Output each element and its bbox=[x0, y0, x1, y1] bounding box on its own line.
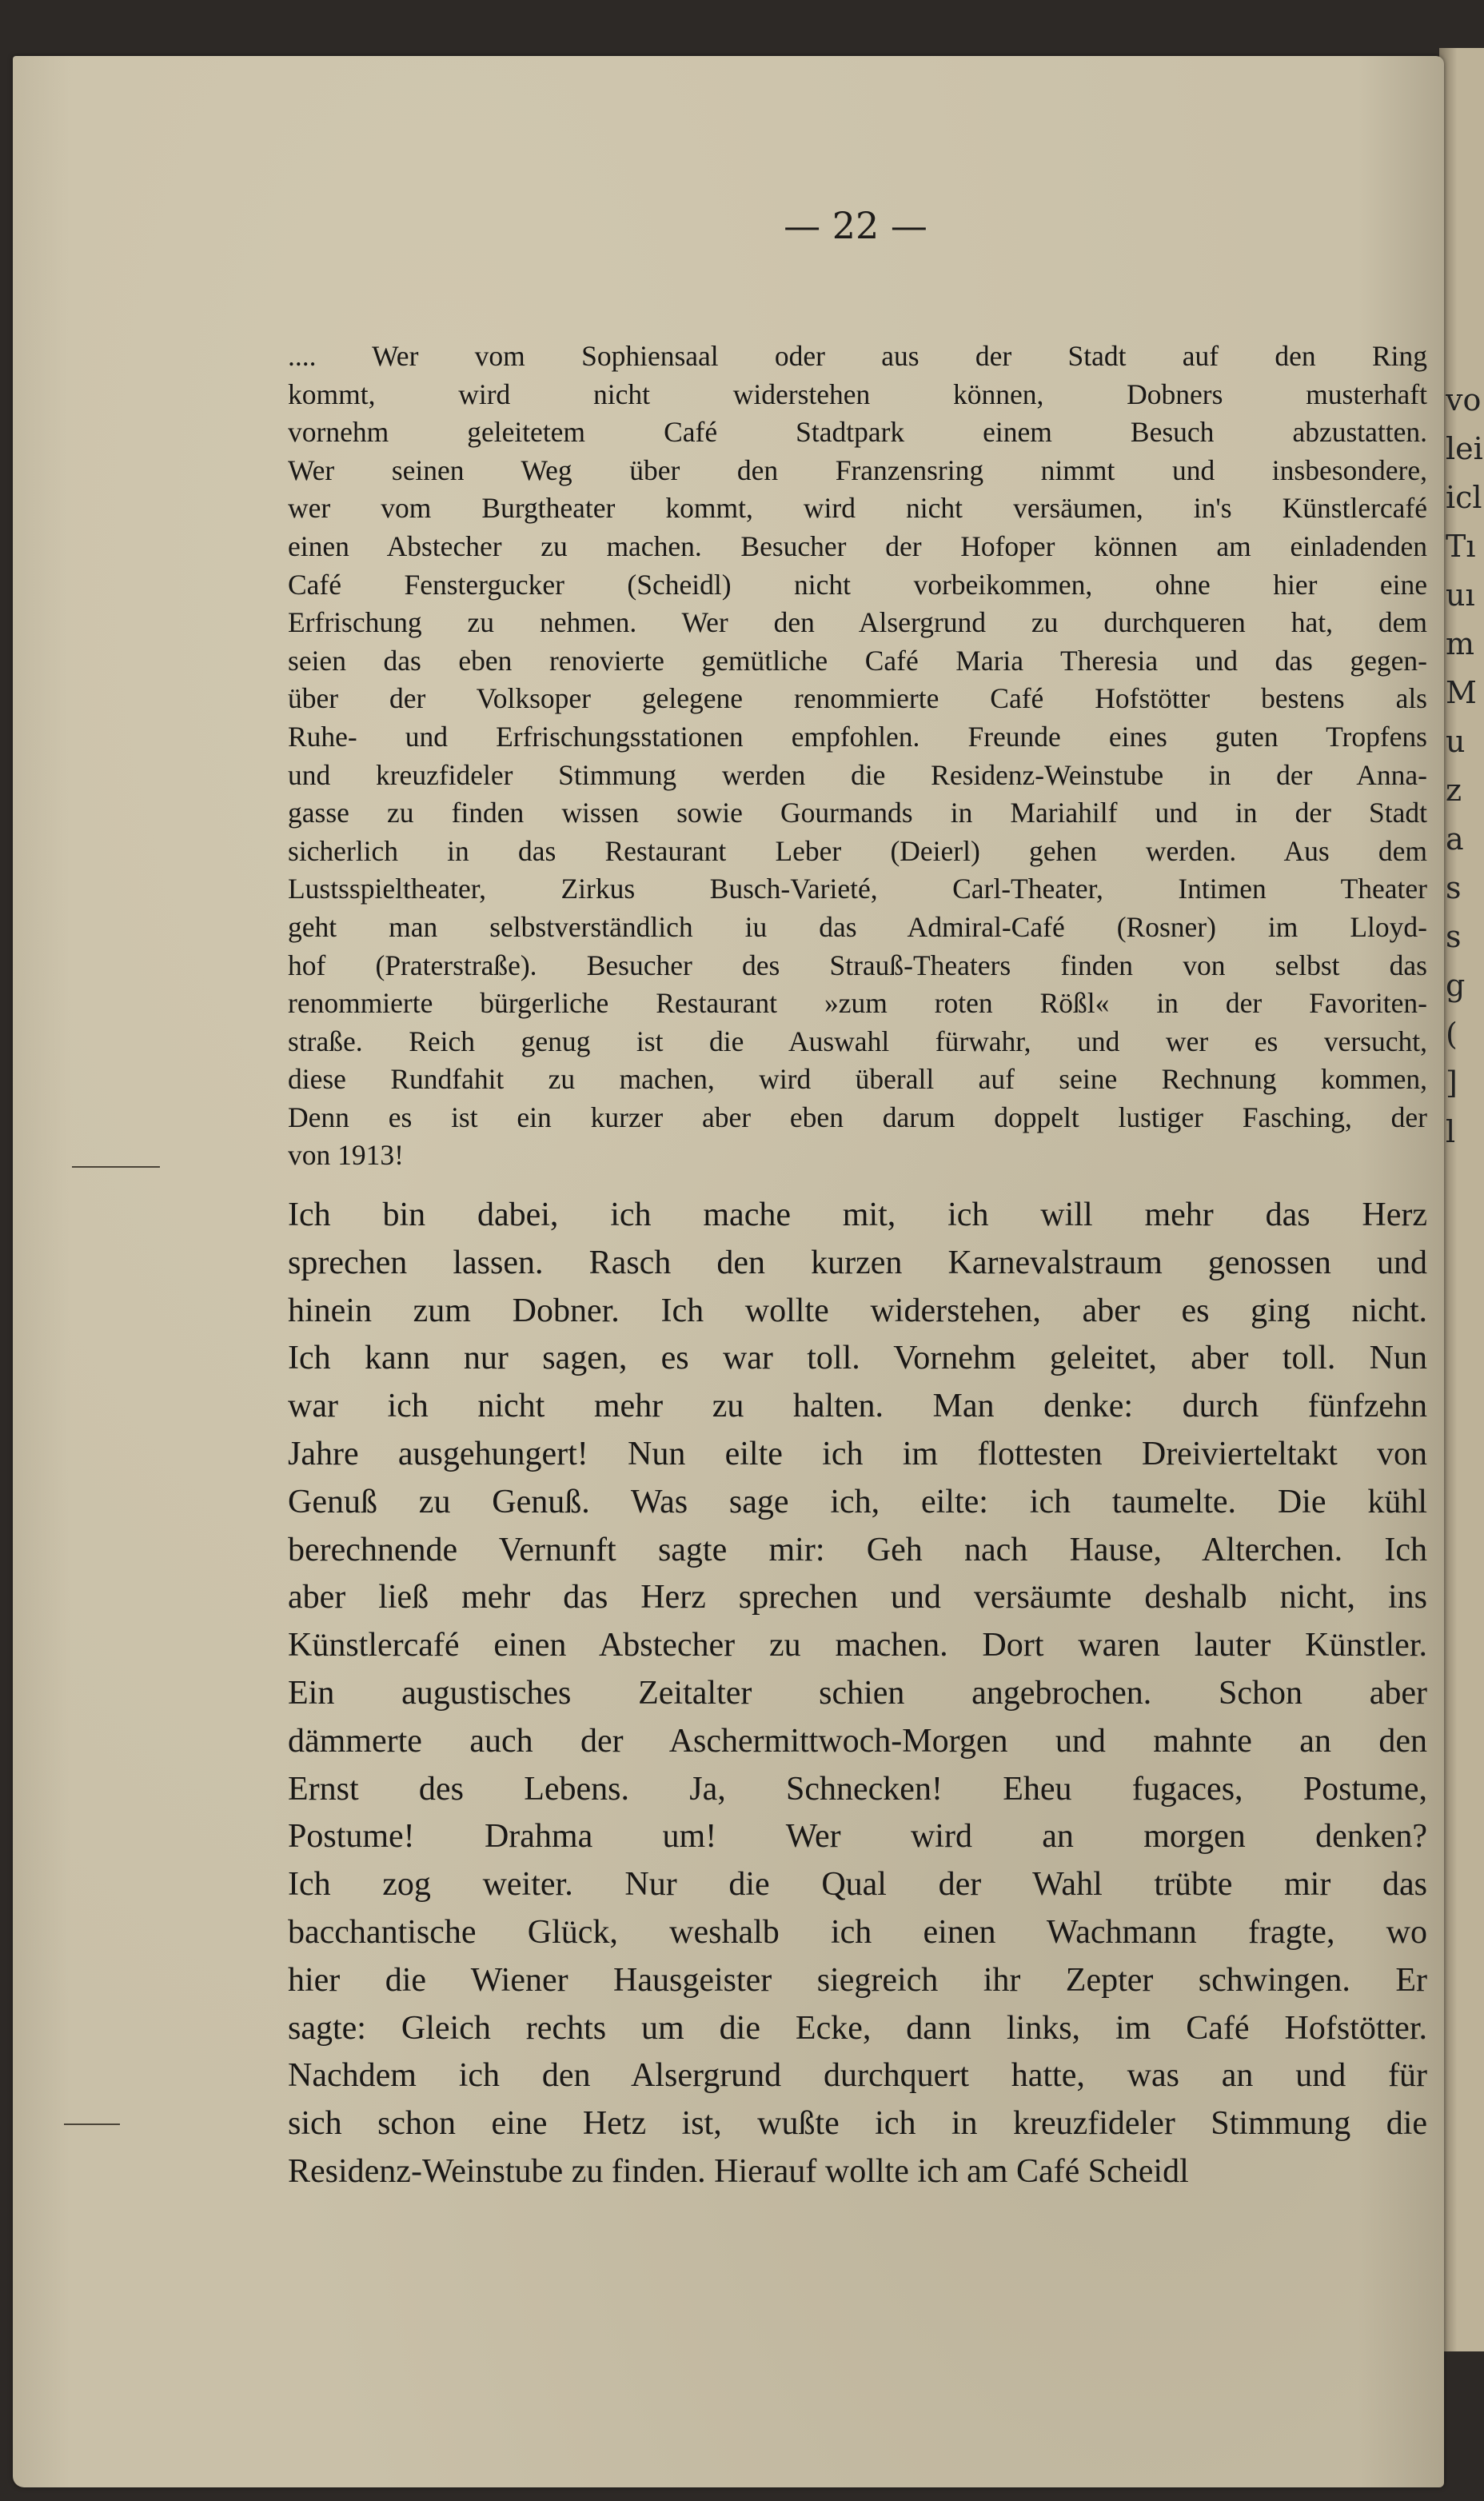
edge-fragment: M bbox=[1446, 675, 1477, 710]
edge-fragment: g bbox=[1446, 968, 1466, 1003]
narrative-paragraph bbox=[288, 1192, 1427, 2196]
text-line: dämmerte auch der Aschermittwoch-Morgen und mahnte an den bbox=[288, 1722, 1427, 1760]
text-line: Genuß zu Genuß. Was sage ich, eilte: ich taumelte. Die kühl bbox=[288, 1483, 1427, 1520]
text-line: war ich nicht mehr zu halten. Man denke: durch fünfzehn bbox=[288, 1388, 1427, 1425]
page-number: — 22 — bbox=[784, 204, 927, 247]
text-line: Jahre ausgehungert! Nun eilte ich im flottesten Dreivierteltakt von bbox=[288, 1435, 1427, 1472]
text-line: Ich kann nur sagen, es war toll. Vornehm geleitet, aber toll. Nun bbox=[288, 1340, 1427, 1377]
paper-crease-mark bbox=[64, 2123, 120, 2125]
text-line: hinein zum Dobner. Ich wollte widerstehen, aber es ging nicht. bbox=[288, 1292, 1427, 1329]
text-line: bacchantische Glück, weshalb ich einen Wachmann fragte, wo bbox=[288, 1913, 1427, 1951]
text-line: Ruhe- und Erfrischungsstationen empfohlen. Freunde eines guten Tropfens bbox=[288, 720, 1427, 753]
edge-fragment: ( bbox=[1446, 1017, 1458, 1052]
text-line: seien das eben renovierte gemütliche Café Maria Theresia und das gegen- bbox=[288, 644, 1427, 677]
edge-fragment: vo bbox=[1446, 382, 1482, 417]
edge-fragment: a bbox=[1446, 821, 1464, 857]
text-line: aber ließ mehr das Herz sprechen und versäumte deshalb nicht, ins bbox=[288, 1579, 1427, 1616]
text-line: .... Wer vom Sophiensaal oder aus der Stadt auf den Ring bbox=[288, 340, 1427, 372]
edge-fragment: icl bbox=[1446, 480, 1482, 515]
text-line: Residenz-Weinstube zu finden. Hierauf wollte ich am Café Scheidl bbox=[288, 2152, 1189, 2190]
text-line: geht man selbstverständlich iu das Admiral-Café (Rosner) im Lloyd- bbox=[288, 910, 1427, 943]
text-line: sagte: Gleich rechts um die Ecke, dann links, im Café Hofstötter. bbox=[288, 2009, 1427, 2047]
adjacent-page-text-fragments bbox=[1446, 376, 1484, 1157]
text-line: von 1913! bbox=[288, 1139, 404, 1172]
text-line: Ein augustisches Zeitalter schien angebrochen. Schon aber bbox=[288, 1674, 1427, 1712]
text-line: Denn es ist ein kurzer aber eben darum doppelt lustiger Fasching, der bbox=[288, 1101, 1427, 1133]
text-line: Lustsspieltheater, Zirkus Busch-Varieté, Carl-Theater, Intimen Theater bbox=[288, 873, 1427, 905]
text-line: berechnende Vernunft sagte mir: Geh nach Hause, Alterchen. Ich bbox=[288, 1531, 1427, 1568]
text-line: kommt, wird nicht widerstehen können, Dobners musterhaft bbox=[288, 378, 1427, 410]
edge-fragment: uı bbox=[1446, 577, 1475, 613]
text-line: Ich bin dabei, ich mache mit, ich will mehr das Herz bbox=[288, 1197, 1427, 1233]
edge-fragment: u bbox=[1446, 724, 1466, 759]
edge-fragment: z bbox=[1446, 773, 1462, 808]
text-line: hof (Praterstraße). Besucher des Strauß-Theaters finden von selbst das bbox=[288, 949, 1427, 981]
edge-fragment: ] bbox=[1446, 1065, 1458, 1101]
edge-fragment: m bbox=[1446, 626, 1475, 661]
advertisement-paragraph bbox=[288, 338, 1427, 1175]
text-line: Ich zog weiter. Nur die Qual der Wahl trübte mir das bbox=[288, 1866, 1427, 1904]
text-line: sicherlich in das Restaurant Leber (Deierl) gehen werden. Aus dem bbox=[288, 834, 1427, 867]
text-line: vornehm geleitetem Café Stadtpark einem Besuch abzustatten. bbox=[288, 416, 1427, 449]
text-line: einen Abstecher zu machen. Besucher der Hofoper können am einladenden bbox=[288, 529, 1427, 562]
text-line: und kreuzfideler Stimmung werden die Residenz-Weinstube in der Anna- bbox=[288, 758, 1427, 791]
text-line: Wer seinen Weg über den Franzensring nimmt und insbesondere, bbox=[288, 453, 1427, 486]
text-line: diese Rundfahit zu machen, wird überall auf seine Rechnung kommen, bbox=[288, 1063, 1427, 1096]
edge-fragment: Tı bbox=[1446, 529, 1476, 564]
edge-fragment: lei bbox=[1446, 431, 1483, 466]
text-line: gasse zu finden wissen sowie Gourmands in Mariahilf und in der Stadt bbox=[288, 797, 1427, 829]
text-line: renommierte bürgerliche Restaurant »zum roten Rößl« in der Favoriten- bbox=[288, 987, 1427, 1020]
text-line: Nachdem ich den Alsergrund durchquert hatte, was an und für bbox=[288, 2057, 1427, 2095]
paper-crease-mark bbox=[72, 1166, 160, 1168]
text-line: Postume! Drahma um! Wer wird an morgen denken? bbox=[288, 1818, 1427, 1856]
text-line: Ernst des Lebens. Ja, Schnecken! Eheu fugaces, Postume, bbox=[288, 1770, 1427, 1808]
text-line: sich schon eine Hetz ist, wußte ich in kreuzfideler Stimmung die bbox=[288, 2105, 1427, 2143]
text-line: straße. Reich genug ist die Auswahl fürwahr, und wer es versucht, bbox=[288, 1025, 1427, 1057]
edge-fragment: s bbox=[1446, 870, 1462, 905]
text-line: Erfrischung zu nehmen. Wer den Alsergrund zu durchqueren hat, dem bbox=[288, 606, 1427, 639]
edge-fragment: s bbox=[1446, 919, 1462, 954]
text-line: über der Volksoper gelegene renommierte Café Hofstötter bestens als bbox=[288, 682, 1427, 715]
text-line: sprechen lassen. Rasch den kurzen Karnevalstraum genossen und bbox=[288, 1244, 1427, 1281]
text-line: wer vom Burgtheater kommt, wird nicht versäumen, in's Künstlercafé bbox=[288, 492, 1427, 525]
edge-fragment: l bbox=[1446, 1114, 1456, 1149]
text-line: Künstlercafé einen Abstecher zu machen. Dort waren lauter Künstler. bbox=[288, 1627, 1427, 1664]
text-line: hier die Wiener Hausgeister siegreich ihr Zepter schwingen. Er bbox=[288, 1961, 1427, 1999]
text-line: Café Fenstergucker (Scheidl) nicht vorbeikommen, ohne hier eine bbox=[288, 568, 1427, 601]
